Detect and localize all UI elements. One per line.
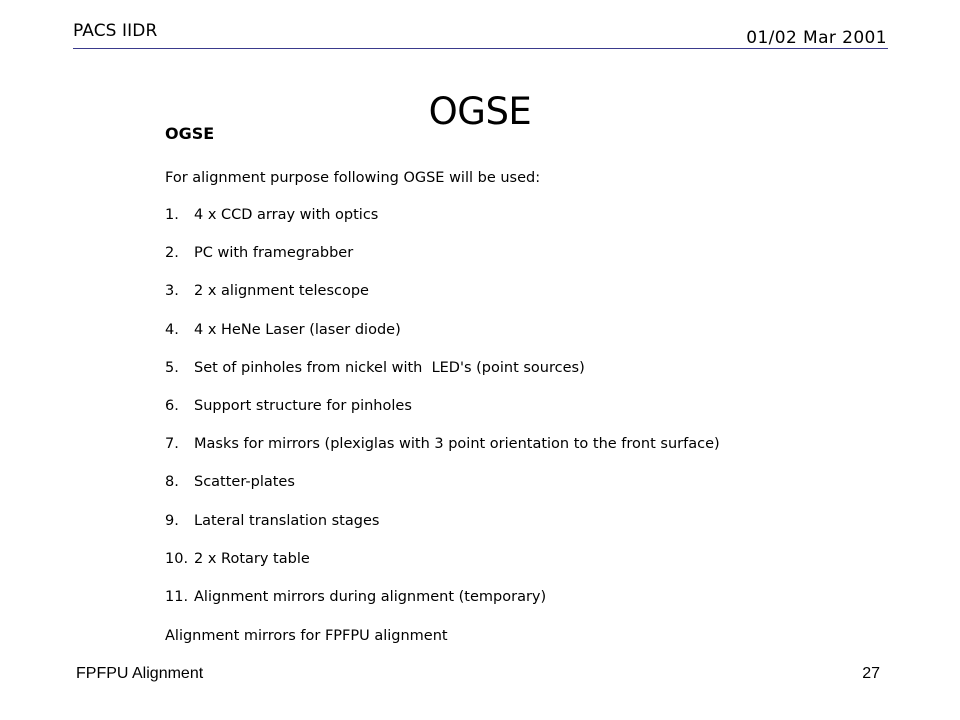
list-item-number: 6. — [165, 397, 179, 414]
list-item-text: Lateral translation stages — [194, 512, 380, 529]
content-footer-line: Alignment mirrors for FPFPU alignment — [165, 628, 448, 644]
footer-title: FPFPU Alignment — [76, 665, 204, 682]
list-item-text: Scatter-plates — [194, 474, 295, 491]
list-item-text: 2 x Rotary table — [194, 550, 310, 567]
list-item-number: 2. — [165, 245, 179, 262]
header-title: PACS IIDR — [73, 21, 158, 41]
list-item-text: Alignment mirrors during alignment (temporary) — [194, 588, 547, 605]
content-heading: OGSE — [165, 124, 215, 143]
content-intro: For alignment purpose following OGSE will be used: — [165, 170, 541, 186]
list-item-number: 7. — [165, 436, 179, 453]
list-item-text: 4 x CCD array with optics — [194, 207, 379, 223]
list-item-text: Masks for mirrors (plexiglas with 3 point orientation to the front surface) — [194, 436, 720, 453]
list-item-text: Set of pinholes from nickel with LED's (point sources) — [194, 359, 585, 376]
list-item-text: 2 x alignment telescope — [194, 283, 369, 300]
list-item-number: 5. — [165, 359, 179, 376]
header-date: 01/02 Mar 2001 — [746, 28, 887, 48]
list-item-text: PC with framegrabber — [194, 245, 354, 262]
list-item-number: 9. — [165, 512, 179, 529]
list-item-number: 1. — [165, 207, 179, 223]
list-item-text: 4 x HeNe Laser (laser diode) — [194, 321, 401, 338]
list-item-number: 11. — [165, 588, 189, 605]
list-item-number: 10. — [165, 550, 189, 567]
list-item-number: 3. — [165, 283, 179, 300]
list-item-number: 8. — [165, 474, 179, 491]
list-item-number: 4. — [165, 321, 179, 338]
header-divider — [73, 48, 888, 49]
page-number: 27 — [862, 665, 880, 682]
list-item-text: Support structure for pinholes — [194, 397, 412, 414]
slide-title: OGSE — [428, 90, 532, 133]
